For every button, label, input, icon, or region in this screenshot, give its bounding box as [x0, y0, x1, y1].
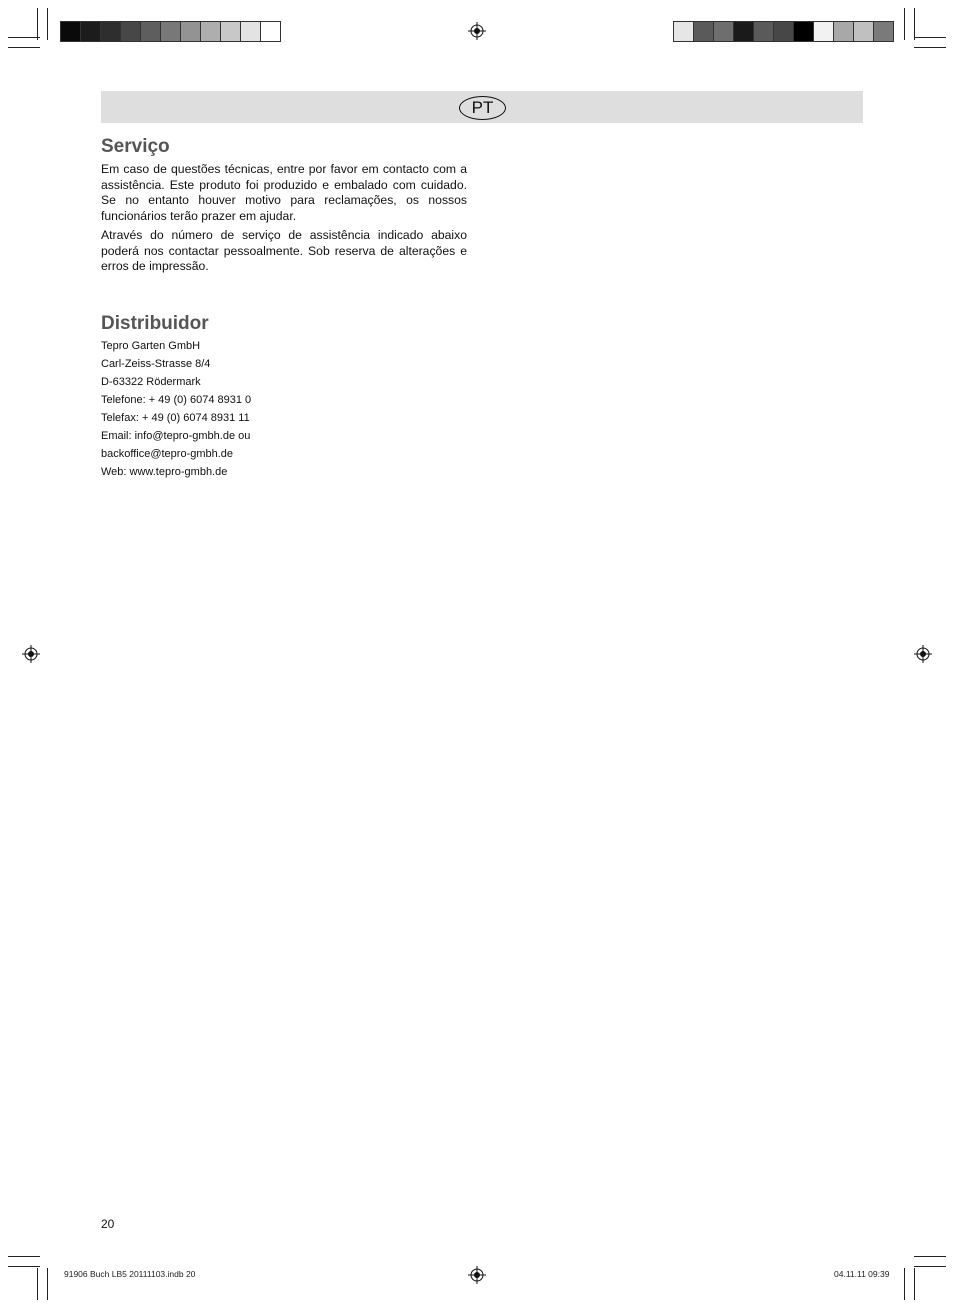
- distributor-email: Email: info@tepro-gmbh.de ou: [101, 430, 251, 442]
- crop-mark: [47, 8, 48, 40]
- crop-mark: [914, 1256, 946, 1257]
- crop-mark: [904, 8, 905, 40]
- color-swatch: [101, 22, 121, 41]
- registration-mark-icon: [468, 1266, 486, 1284]
- registration-mark-icon: [468, 22, 486, 40]
- crop-mark: [904, 1268, 905, 1300]
- distributor-email-alt: backoffice@tepro-gmbh.de: [101, 448, 234, 460]
- service-heading: Serviço: [101, 136, 170, 157]
- crop-mark: [8, 47, 40, 48]
- distributor-heading: Distribuidor: [101, 313, 209, 334]
- crop-mark: [8, 1266, 40, 1267]
- color-swatch: [774, 22, 794, 41]
- color-swatch: [874, 22, 893, 41]
- color-swatch: [201, 22, 221, 41]
- crop-mark: [8, 37, 40, 38]
- color-swatch: [81, 22, 101, 41]
- crop-mark: [914, 37, 946, 38]
- distributor-city: D-63322 Rödermark: [101, 376, 201, 388]
- distributor-address: [101, 337, 251, 481]
- distributor-fax: Telefax: + 49 (0) 6074 8931 11: [101, 412, 250, 424]
- color-swatch: [181, 22, 201, 41]
- color-swatch: [674, 22, 694, 41]
- color-swatch: [814, 22, 834, 41]
- color-swatch: [854, 22, 874, 41]
- service-paragraph-1: Em caso de questões técnicas, entre por favor em contacto com a assistência. Este produto foi produzido e embalado com cuidado. Se no entanto houver motivo para reclamações, os nossos funcionários terão prazer em ajudar.: [101, 162, 467, 223]
- registration-mark-icon: [914, 645, 932, 663]
- color-swatch: [734, 22, 754, 41]
- crop-mark: [8, 1256, 40, 1257]
- crop-mark: [37, 1268, 38, 1300]
- color-swatch: [121, 22, 141, 41]
- color-swatch: [61, 22, 81, 41]
- crop-mark: [37, 8, 38, 40]
- distributor-phone: Telefone: + 49 (0) 6074 8931 0: [101, 394, 252, 406]
- crop-mark: [914, 8, 915, 40]
- slug-file-info: 91906 Buch LB5 20111103.indb 20: [64, 1269, 196, 1279]
- color-bar-left: [60, 21, 281, 42]
- color-swatch: [754, 22, 774, 41]
- distributor-street: Carl-Zeiss-Strasse 8/4: [101, 358, 211, 370]
- color-swatch: [794, 22, 814, 41]
- distributor-company: Tepro Garten GmbH: [101, 340, 201, 352]
- color-swatch: [161, 22, 181, 41]
- distributor-web: Web: www.tepro-gmbh.de: [101, 466, 228, 478]
- color-swatch: [694, 22, 714, 41]
- page-number: 20: [101, 1217, 115, 1231]
- color-swatch: [714, 22, 734, 41]
- color-swatch: [221, 22, 241, 41]
- crop-mark: [914, 1266, 946, 1267]
- color-swatch: [261, 22, 280, 41]
- crop-mark: [914, 1268, 915, 1300]
- color-swatch: [241, 22, 261, 41]
- crop-mark: [47, 1268, 48, 1300]
- slug-date-info: 04.11.11 09:39: [834, 1269, 890, 1279]
- color-swatch: [834, 22, 854, 41]
- color-bar-right: [673, 21, 894, 42]
- color-swatch: [141, 22, 161, 41]
- service-paragraph-2: Através do número de serviço de assistência indicado abaixo poderá nos contactar pessoalmente. Sob reserva de alterações e erros de impressão.: [101, 228, 467, 273]
- language-badge: PT: [459, 96, 506, 120]
- registration-mark-icon: [22, 645, 40, 663]
- crop-mark: [914, 47, 946, 48]
